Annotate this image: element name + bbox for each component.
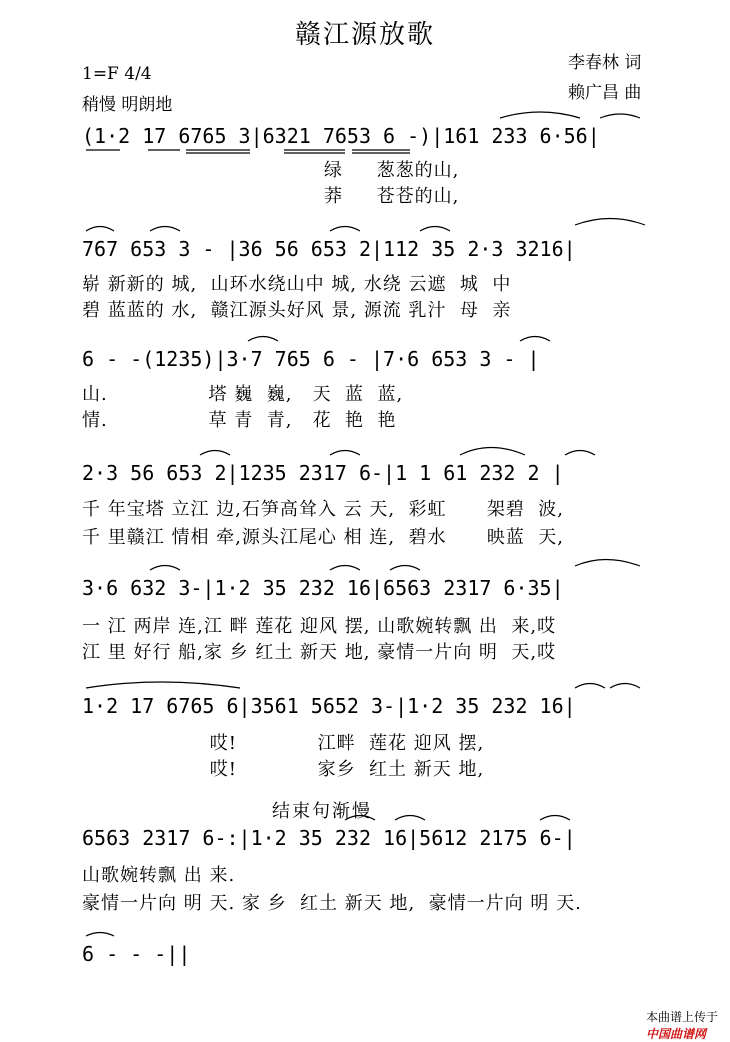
lyric-row-3-verse-1: 山. 塔 巍 巍, 天 蓝 蓝, [82, 384, 404, 405]
song-title: 赣江源放歌 [294, 20, 435, 50]
notation-row-1: (1·2 17 6765 3|6321 7653 6 -)|161 233 6·56| [82, 124, 600, 148]
lyric-row-5-verse-2: 江 里 好行 船,家 乡 红土 新天 地, 豪情一片向 明 天,哎 [82, 642, 557, 663]
notation-row-8: 6 - - -|| [82, 942, 191, 966]
ending-annotation: 结束句渐慢 [272, 801, 372, 822]
notation-row-5: 3·6 632 3-|1·2 35 232 16|6563 2317 6·35| [82, 576, 564, 600]
lyric-row-3-verse-2: 情. 草 青 青, 花 艳 艳 [82, 410, 397, 431]
tempo-marking: 稍慢 明朗地 [82, 95, 173, 115]
composer-credit: 赖广昌 曲 [568, 83, 642, 103]
footer-prefix: 本曲谱上传于 [645, 1010, 718, 1024]
site-logo[interactable]: 中国曲谱网 [645, 1027, 706, 1041]
lyric-row-7-verse-2: 豪情一片向 明 天. 家 乡 红土 新天 地, 豪情一片向 明 天. [82, 893, 582, 914]
notation-row-7: 6563 2317 6-:|1·2 35 232 16|5612 2175 6-| [82, 826, 576, 850]
lyric-row-4-verse-1: 千 年宝塔 立江 边,石笋高耸入 云 天, 彩虹 架碧 波, [82, 499, 564, 520]
notation-row-3: 6 - -(1235)|3·7 765 6 - |7·6 653 3 - | [82, 347, 540, 371]
lyric-row-7-verse-1: 山歌婉转飘 出 来. [82, 865, 236, 886]
lyric-row-6-verse-2: 哎! 家乡 红土 新天 地, [82, 759, 485, 780]
notation-row-2: 767 653 3 - |36 56 653 2|112 35 2·3 3216| [82, 237, 576, 261]
notation-row-6: 1·2 17 6765 6|3561 5652 3-|1·2 35 232 16| [82, 694, 576, 718]
lyric-row-1-verse-2: 莽 苍苍的山, [82, 186, 460, 207]
lyric-row-5-verse-1: 一 江 两岸 连,江 畔 莲花 迎风 摆, 山歌婉转飘 出 来,哎 [82, 616, 557, 637]
notation-row-4: 2·3 56 653 2|1235 2317 6-|1 1 61 232 2 | [82, 461, 564, 485]
key-time-signature: 1=F 4/4 [82, 64, 152, 84]
upload-footer [638, 994, 718, 1042]
lyricist-credit: 李春林 词 [568, 53, 642, 73]
lyric-row-2-verse-2: 碧 蓝蓝的 水, 赣江源头好风 景, 源流 乳汁 母 亲 [82, 300, 512, 321]
lyric-row-2-verse-1: 崭 新新的 城, 山环水绕山中 城, 水绕 云遮 城 中 [82, 274, 512, 295]
lyric-row-4-verse-2: 千 里赣江 情相 牵,源头江尾心 相 连, 碧水 映蓝 天, [82, 527, 564, 548]
lyric-row-6-verse-1: 哎! 江畔 莲花 迎风 摆, [82, 733, 485, 754]
lyric-row-1-verse-1: 绿 葱葱的山, [82, 160, 460, 181]
